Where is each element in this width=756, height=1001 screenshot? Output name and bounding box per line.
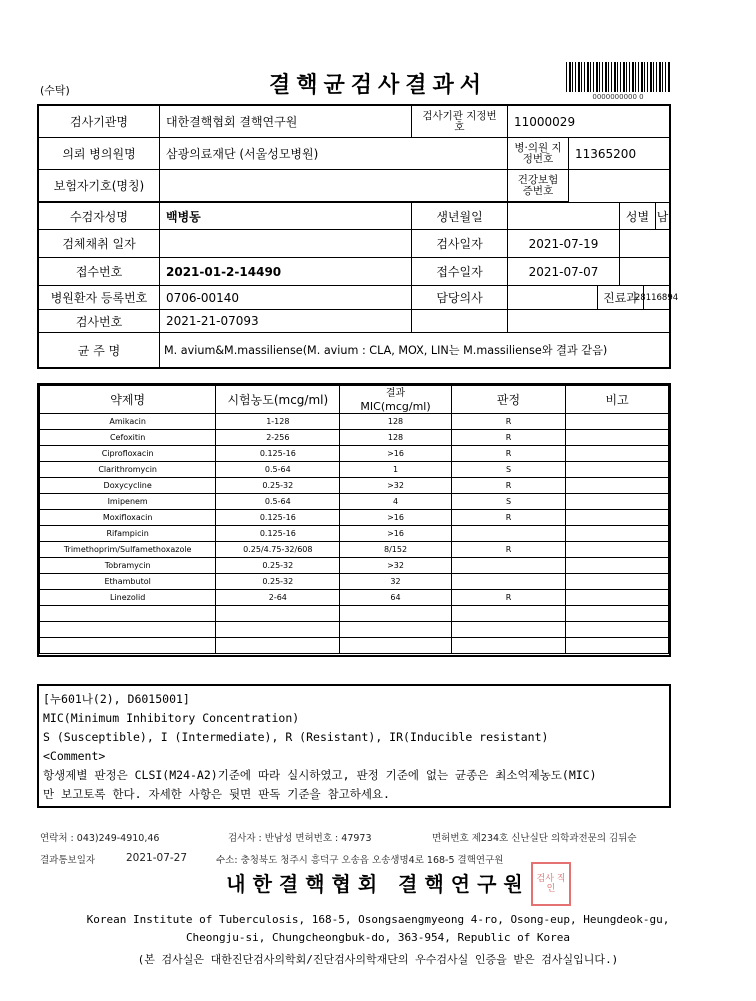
patient-info-table [37,104,679,369]
cell-judge: R [451,590,566,606]
cell-drug: Cefoxitin [40,430,216,446]
cell-range: 0.25/4.75-32/608 [216,542,340,558]
cell-note [566,574,669,590]
col-range: 시험농도(mcg/ml) [216,386,340,414]
cell-judge: R [451,430,566,446]
cell-mic: 32 [340,574,451,590]
cell-drug: Ciprofloxacin [40,446,216,462]
receipt-no-value: 2021-01-2-14490 [160,258,412,286]
cell-range: 0.25-32 [216,574,340,590]
col-mic [340,386,451,414]
table-row [40,558,669,574]
cell-mic: 1 [340,462,451,478]
cell-mic [340,606,451,622]
cell-range: 0.25-32 [216,478,340,494]
cell-range [216,622,340,638]
cell-drug: Linezolid [40,590,216,606]
col-drug: 약제명 [40,386,216,414]
cell-drug: Doxycycline [40,478,216,494]
col-note: 비고 [566,386,669,414]
cell-note [566,462,669,478]
cell-drug [40,638,216,654]
req-label: 의뢰 병의원명 [39,138,160,170]
cell-mic: >32 [340,558,451,574]
cell-drug: Rifampicin [40,526,216,542]
collect-date-value [160,230,412,258]
insurer-value [160,170,508,202]
cell-judge [451,526,566,542]
cell-judge: R [451,478,566,494]
cell-mic [340,638,451,654]
cell-judge: S [451,494,566,510]
note-line-2: MIC(Minimum Inhibitory Concentration) [43,711,300,725]
col-judge: 판정 [451,386,566,414]
patient-name-label: 수검자성명 [39,202,160,230]
cell-range [216,606,340,622]
col-mic-bottom: MIC(mcg/ml) [360,400,431,413]
collect-date-label: 검체채취 일자 [39,230,160,258]
test-date-label: 검사일자 [412,230,508,258]
req-no-label: 병·의원 지정번호 [508,138,569,170]
cell-range: 2-256 [216,430,340,446]
table-row [40,414,669,430]
inst-no-label: 검사기관 지정번호 [412,106,508,138]
cell-judge [451,622,566,638]
table-row [40,622,669,638]
cell-range: 2-64 [216,590,340,606]
cell-drug: Moxifloxacin [40,510,216,526]
test-date-value: 2021-07-19 [508,230,620,258]
patient-name-value: 백병동 [160,202,412,230]
table-row [40,510,669,526]
receipt-date-blank [620,258,669,286]
test-date-blank [620,230,669,258]
inst-no-value: 11000029 [508,106,669,138]
cell-judge [451,606,566,622]
cell-mic: 128 [340,414,451,430]
col-mic-top: 결과 [385,388,406,399]
req-value: 삼광의료재단 (서울성모병원) [160,138,508,170]
certification-note: (본 검사실은 대한진단검사의학회/진단검사의학재단의 우수검사실 인증을 받은 검사실입니다.) [137,953,619,966]
footer-notice-label: 결과통보일자 [40,855,96,866]
footer-phone: 연락처 : 043)249-4910,46 [40,833,160,844]
note-line-3: S (Susceptible), I (Intermediate), R (Resistant), IR(Inducible resistant) [43,730,549,744]
sex-label: 성별 [620,202,656,230]
cell-note [566,414,669,430]
table-row [40,526,669,542]
cell-note [566,558,669,574]
barcode-number: 0000000000 0 [592,93,644,101]
cell-range: 0.5-64 [216,462,340,478]
cell-note [566,622,669,638]
cell-drug [40,622,216,638]
test-no-blank-1 [412,310,508,333]
req-no-value: 11365200 [569,138,669,170]
table-row [40,574,669,590]
footer-notice-date: 2021-07-27 [126,852,188,864]
hospital-reg-label: 병원환자 등록번호 [39,286,160,310]
dob-value [508,202,620,230]
cell-range: 0.25-32 [216,558,340,574]
notes-box [37,684,671,808]
susceptibility-table [37,383,671,657]
receipt-date-label: 접수일자 [412,258,508,286]
cell-note [566,430,669,446]
table-row [40,606,669,622]
cell-range: 1-128 [216,414,340,430]
official-seal-stamp: 검사 직인 [531,862,571,906]
cell-note [566,446,669,462]
cell-note [566,590,669,606]
cell-judge: R [451,446,566,462]
cell-judge [451,558,566,574]
strain-value: M. avium&M.massiliense(M. avium : CLA, MOX, LIN는 M.massiliense와 결과 같음) [164,344,608,357]
note-line-6: 만 보고토록 한다. 자세한 사항은 뒷면 판독 기준을 참고하세요. [43,787,390,801]
cell-mic: >32 [340,478,451,494]
cell-range: 0.125-16 [216,446,340,462]
inst-label: 검사기관명 [39,106,160,138]
cell-mic: 8/152 [340,542,451,558]
dept-value: 28116894 [644,286,669,310]
table-header-row [40,386,669,414]
table-row [40,494,669,510]
cell-drug: Ethambutol [40,574,216,590]
cell-note [566,606,669,622]
cell-note [566,542,669,558]
cell-drug: Trimethoprim/Sulfamethoxazole [40,542,216,558]
doctor-value [508,286,598,310]
cell-judge [451,574,566,590]
cell-note [566,638,669,654]
address-en-line-1: Korean Institute of Tuberculosis, 168-5, Osongsaengmyeong 4-ro, Osong-eup, Heungdeok-gu, [86,913,670,926]
test-no-label: 검사번호 [39,310,160,333]
cell-mic [340,622,451,638]
table-row [40,446,669,462]
doctor-label: 담당의사 [412,286,508,310]
insurer-label: 보험자기호(명칭) [39,170,160,202]
cell-range: 0.5-64 [216,494,340,510]
cell-range: 0.125-16 [216,526,340,542]
organization-name: 내한결핵협회 결핵연구원 [226,872,530,896]
note-line-1: [누601나(2), D6015001] [43,692,190,706]
note-line-5: 항생제별 판정은 CLSI(M24-A2)기준에 따라 실시하였고, 판정 기준에 없는 균종은 최소억제농도(MIC) [43,768,597,782]
cell-note [566,526,669,542]
page-title: 결핵균검사결과서 [268,73,488,98]
table-row [40,462,669,478]
footer-address-kr: 수소: 충청북도 청주시 흥덕구 오송읍 오송생명4로 168-5 결핵연구원 [216,855,504,866]
test-no-blank-2 [508,310,669,333]
cell-judge [451,638,566,654]
hospital-reg-value: 0706-00140 [160,286,412,310]
cell-drug: Clarithromycin [40,462,216,478]
cell-judge: R [451,542,566,558]
copy-label: (수탁) [40,84,70,97]
cell-mic: >16 [340,526,451,542]
cell-mic: >16 [340,510,451,526]
cell-judge: R [451,510,566,526]
cell-note [566,494,669,510]
cell-judge: R [451,414,566,430]
footer-license: 면허번호 제234호 신난실단 의학과전문의 김뒤순 [432,833,637,844]
strain-label: 균 주 명 [39,333,160,367]
cell-mic: >16 [340,446,451,462]
health-no-label: 건강보험 증번호 [508,170,569,202]
dept-label: 진료과 [598,286,644,310]
table-row [40,430,669,446]
receipt-no-label: 접수번호 [39,258,160,286]
cell-note [566,478,669,494]
inst-value: 대한결핵협회 결핵연구원 [160,106,412,138]
cell-drug: Amikacin [40,414,216,430]
cell-drug: Tobramycin [40,558,216,574]
cell-mic: 128 [340,430,451,446]
cell-drug: Imipenem [40,494,216,510]
table-row [40,542,669,558]
cell-range: 0.125-16 [216,510,340,526]
table-row [40,638,669,654]
cell-mic: 64 [340,590,451,606]
barcode-image [566,62,670,92]
footer-examiner: 검사자 : 반남성 면허번호 : 47973 [228,833,372,844]
table-row [40,478,669,494]
cell-mic: 4 [340,494,451,510]
note-line-4: <Comment> [43,749,106,763]
dob-label: 생년월일 [412,202,508,230]
cell-drug [40,606,216,622]
table-row [40,590,669,606]
cell-judge: S [451,462,566,478]
cell-range [216,638,340,654]
test-no-value: 2021-21-07093 [160,310,412,333]
sex-value: 남 [656,202,669,230]
cell-note [566,510,669,526]
health-no-value [569,170,669,202]
address-en-line-2: Cheongju-si, Chungcheongbuk-do, 363-954, Republic of Korea [185,931,571,944]
receipt-date-value: 2021-07-07 [508,258,620,286]
